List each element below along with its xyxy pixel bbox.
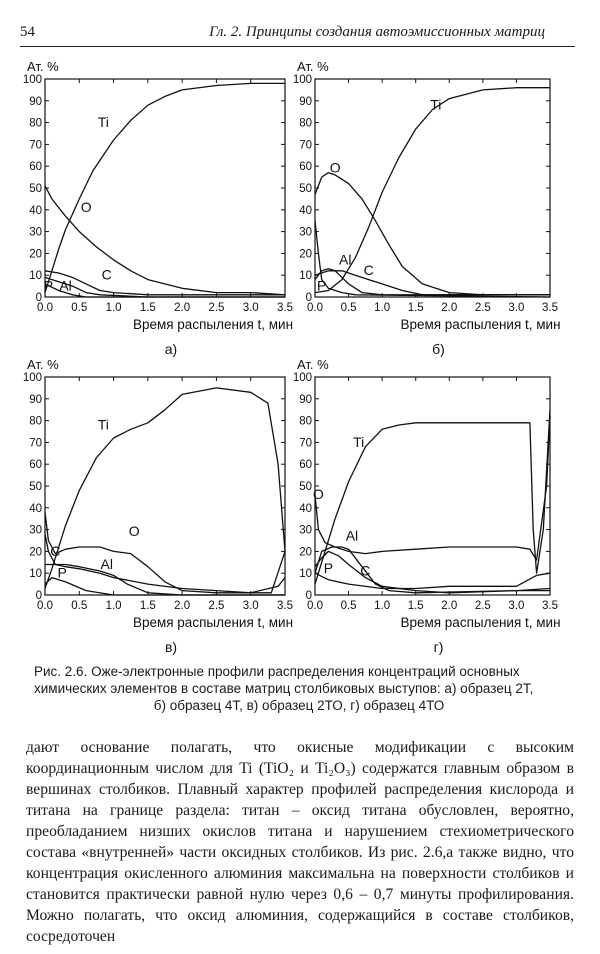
series-annotation-c: C bbox=[360, 562, 371, 579]
y-tick-label: 100 bbox=[292, 74, 312, 86]
y-tick-label: 80 bbox=[29, 117, 42, 130]
x-tick-label: 1.5 bbox=[139, 302, 156, 314]
series-annotation-p: P bbox=[57, 564, 67, 581]
x-tick-label: 0.0 bbox=[37, 600, 53, 612]
series-annotation-ti: Ti bbox=[97, 113, 109, 130]
y-tick-label: 20 bbox=[299, 248, 312, 261]
y-tick-label: 40 bbox=[29, 204, 42, 217]
y-tick-label: 20 bbox=[29, 248, 42, 261]
panel-label: б) bbox=[432, 341, 445, 357]
y-tick-label: 10 bbox=[299, 568, 312, 581]
chart-panel-1 bbox=[23, 59, 293, 357]
x-tick-label: 3.5 bbox=[542, 600, 558, 612]
x-tick-label: 2.0 bbox=[174, 302, 191, 314]
series-annotation-o: O bbox=[128, 523, 140, 540]
caption-line-2: б) образец 4Т, в) образец 2ТО, г) образец 4ТО bbox=[153, 698, 445, 713]
y-tick-label: 60 bbox=[29, 161, 42, 174]
y-axis-label: Ат. % bbox=[27, 59, 59, 74]
x-tick-label: 1.0 bbox=[374, 302, 391, 314]
y-tick-label: 20 bbox=[299, 546, 312, 559]
y-axis-label: Ат. % bbox=[297, 59, 329, 74]
series-line-c bbox=[315, 271, 550, 295]
y-tick-label: 40 bbox=[299, 502, 312, 515]
y-tick-label: 70 bbox=[299, 437, 312, 450]
y-tick-label: 40 bbox=[29, 502, 42, 515]
y-tick-label: 50 bbox=[299, 183, 312, 195]
panel-label: в) bbox=[164, 639, 178, 655]
plot-frame bbox=[312, 377, 550, 595]
x-tick-label: 1.0 bbox=[105, 600, 122, 612]
series-annotation-al: Al bbox=[59, 277, 72, 294]
series-annotation-ti: Ti bbox=[430, 96, 442, 113]
x-axis-label: Время распыления t, мин bbox=[132, 317, 294, 332]
y-tick-label: 80 bbox=[299, 117, 312, 130]
series-annotation-o: O bbox=[312, 486, 324, 503]
y-axis-label: Ат. % bbox=[27, 357, 59, 372]
series-line-al bbox=[315, 269, 550, 295]
series-line-o bbox=[45, 512, 285, 593]
x-tick-label: 1.0 bbox=[374, 600, 391, 612]
series-annotation-al: Al bbox=[338, 251, 352, 268]
y-tick-label: 90 bbox=[29, 393, 42, 406]
series-line-ti bbox=[312, 410, 550, 584]
x-tick-label: 2.0 bbox=[441, 302, 458, 314]
chart-panel-3 bbox=[23, 357, 293, 655]
x-tick-label: 2.5 bbox=[208, 600, 225, 612]
y-tick-label: 70 bbox=[299, 139, 312, 152]
y-tick-label: 10 bbox=[29, 270, 42, 283]
y-tick-label: 90 bbox=[299, 393, 312, 406]
plot-frame bbox=[45, 79, 285, 297]
y-tick-label: 70 bbox=[29, 437, 42, 450]
y-tick-label: 100 bbox=[292, 372, 312, 384]
series-line-c bbox=[45, 271, 285, 295]
y-tick-label: 70 bbox=[29, 139, 42, 152]
running-head: Гл. 2. Принципы создания автоэмиссионных матриц bbox=[209, 24, 545, 40]
x-tick-label: 3.5 bbox=[277, 600, 293, 612]
y-tick-label: 0 bbox=[305, 590, 312, 602]
panel-label: а) bbox=[164, 341, 178, 357]
y-tick-label: 50 bbox=[29, 183, 42, 195]
page-number: 54 bbox=[20, 24, 35, 40]
x-tick-label: 0.0 bbox=[307, 600, 323, 612]
x-axis-label: Время распыления t, мин bbox=[400, 615, 561, 630]
y-tick-label: 80 bbox=[29, 415, 42, 428]
y-tick-label: 30 bbox=[29, 226, 42, 239]
body-paragraph: дают основание полагать, что окисные модификации с высоким координационным числом для Ti (TiO₂ и Ti₂O₃) содержатся главным образом в вершинах столбиков. Плавный характер профилей распределения кислорода и титана на границе раздела: титан – оксид титана обусловлен, вероятно, преобладанием низших окислов титана и нарушением стехиометрического состава «внутренней» части оксидных столбиков. Из рис. 2.6,а также видно, что концентрация окисленного алюминия максимальна на поверхности столбиков и становится практически равной нулю через 0,6 – 0,7 минуты профилирования. Можно полагать, что оксид алюминия, содержащийся в составе столбиков, сосредоточен bbox=[26, 739, 574, 945]
series-line-ti bbox=[45, 83, 285, 292]
x-tick-label: 2.5 bbox=[474, 302, 491, 314]
x-tick-label: 3.5 bbox=[277, 302, 293, 314]
chart-panel-4 bbox=[293, 357, 561, 655]
x-tick-label: 2.0 bbox=[174, 600, 191, 612]
y-tick-label: 60 bbox=[299, 459, 312, 472]
series-line-ti bbox=[45, 388, 285, 589]
y-tick-label: 10 bbox=[299, 270, 312, 283]
series-annotation-ti: Ti bbox=[353, 433, 365, 450]
body-text bbox=[26, 737, 574, 947]
series-annotation-p: P bbox=[317, 277, 327, 294]
x-tick-label: 0.0 bbox=[307, 302, 323, 314]
series-line-al bbox=[45, 277, 285, 297]
y-tick-label: 40 bbox=[299, 204, 312, 217]
caption-line-1: Рис. 2.6. Оже-электронные профили распределения концентраций основных химических элементов в составе матриц столбиковых выступов: а) образец 2Т, bbox=[34, 664, 534, 696]
series-annotation-o: O bbox=[329, 159, 341, 176]
series-annotation-c: C bbox=[363, 262, 374, 279]
x-axis-label: Время распыления t, мин bbox=[400, 317, 561, 332]
y-tick-label: 20 bbox=[29, 546, 42, 559]
series-line-p bbox=[315, 573, 550, 588]
y-tick-label: 50 bbox=[299, 481, 312, 493]
y-tick-label: 90 bbox=[299, 95, 312, 108]
y-tick-label: 30 bbox=[29, 524, 42, 537]
x-tick-label: 0.5 bbox=[340, 600, 357, 612]
series-annotation-al: Al bbox=[100, 555, 113, 572]
x-tick-label: 3.5 bbox=[542, 302, 558, 314]
x-tick-label: 2.0 bbox=[441, 600, 458, 612]
y-tick-label: 0 bbox=[305, 292, 312, 304]
y-axis-label: Ат. % bbox=[297, 357, 329, 372]
x-tick-label: 1.0 bbox=[105, 302, 122, 314]
x-tick-label: 3.0 bbox=[242, 302, 259, 314]
x-tick-label: 3.0 bbox=[508, 302, 525, 314]
y-tick-label: 100 bbox=[22, 74, 42, 86]
x-tick-label: 3.0 bbox=[242, 600, 259, 612]
series-annotation-ti: Ti bbox=[97, 416, 109, 433]
series-annotation-p: P bbox=[43, 277, 54, 294]
x-tick-label: 2.5 bbox=[208, 302, 225, 314]
x-tick-label: 0.0 bbox=[37, 302, 53, 314]
y-tick-label: 0 bbox=[35, 590, 42, 602]
y-tick-label: 80 bbox=[299, 415, 312, 428]
y-tick-label: 30 bbox=[299, 524, 312, 537]
series-annotation-o: O bbox=[80, 198, 92, 215]
x-axis-label: Время распыления t, мин bbox=[132, 615, 294, 630]
y-tick-label: 30 bbox=[299, 226, 312, 239]
x-tick-label: 1.5 bbox=[407, 302, 424, 314]
series-annotation-c: C bbox=[50, 542, 61, 559]
series-line-c bbox=[45, 534, 285, 593]
y-tick-label: 10 bbox=[29, 568, 42, 581]
x-tick-label: 2.5 bbox=[474, 600, 491, 612]
series-annotation-al: Al bbox=[345, 527, 359, 544]
y-tick-label: 60 bbox=[29, 459, 42, 472]
x-tick-label: 0.5 bbox=[71, 600, 88, 612]
y-tick-label: 90 bbox=[29, 95, 42, 108]
y-tick-label: 50 bbox=[29, 481, 42, 493]
x-tick-label: 0.5 bbox=[71, 302, 88, 314]
series-annotation-p: P bbox=[323, 560, 334, 577]
series-line-o bbox=[315, 173, 550, 295]
y-tick-label: 0 bbox=[35, 292, 42, 304]
figure-caption bbox=[34, 663, 564, 714]
x-tick-label: 0.5 bbox=[340, 302, 357, 314]
x-tick-label: 1.5 bbox=[139, 600, 156, 612]
y-tick-label: 100 bbox=[22, 372, 42, 384]
chart-panel-2 bbox=[293, 59, 561, 357]
x-tick-label: 3.0 bbox=[508, 600, 525, 612]
x-tick-label: 1.5 bbox=[407, 600, 424, 612]
panel-label: г) bbox=[433, 639, 444, 655]
y-tick-label: 60 bbox=[299, 161, 312, 174]
series-annotation-c: C bbox=[101, 266, 112, 283]
